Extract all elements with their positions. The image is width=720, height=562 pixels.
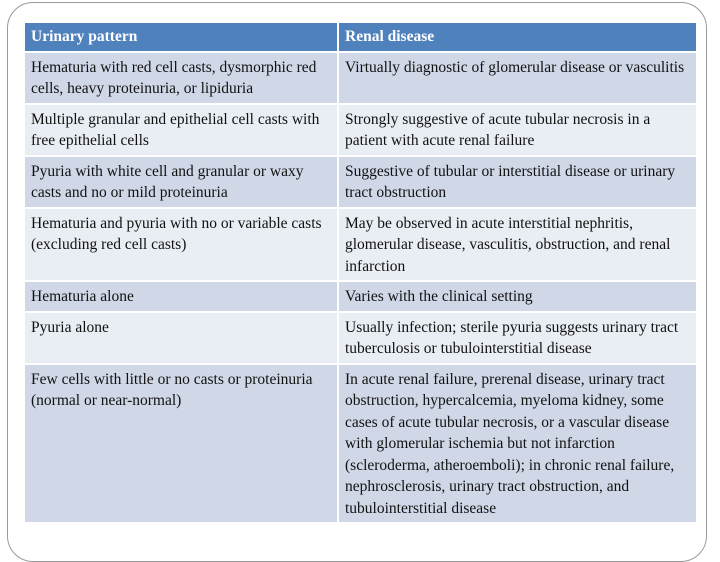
cell-renal-disease: May be observed in acute interstitial nephritis, glomerular disease, vasculitis, obstruction, and renal infarction [339, 209, 696, 281]
table-row [25, 282, 696, 311]
table-row [25, 157, 696, 207]
table-row [25, 313, 696, 363]
table-header-row [25, 23, 696, 51]
table-row [25, 365, 696, 523]
cell-renal-disease: Strongly suggestive of acute tubular necrosis in a patient with acute renal failure [339, 105, 696, 155]
cell-renal-disease: Suggestive of tubular or interstitial disease or urinary tract obstruction [339, 157, 696, 207]
urinalysis-table [23, 21, 698, 524]
cell-urinary-pattern: Hematuria alone [25, 282, 337, 311]
cell-renal-disease: Virtually diagnostic of glomerular disease or vasculitis [339, 53, 696, 103]
cell-urinary-pattern: Hematuria and pyuria with no or variable casts (excluding red cell casts) [25, 209, 337, 281]
cell-renal-disease: Varies with the clinical setting [339, 282, 696, 311]
urinalysis-table-container [25, 23, 698, 522]
header-urinary-pattern: Urinary pattern [25, 23, 337, 51]
header-renal-disease: Renal disease [339, 23, 696, 51]
cell-urinary-pattern: Hematuria with red cell casts, dysmorphic red cells, heavy proteinuria, or lipiduria [25, 53, 337, 103]
cell-renal-disease: In acute renal failure, prerenal disease, urinary tract obstruction, hypercalcemia, myeloma kidney, some cases of acute tubular necrosis, or a vascular disease with glomerular ischemia but not infarction (scleroderma, atheroemboli); in chronic renal failure, nephrosclerosis, urinary tract obstruction, and tubulointerstitial disease [339, 365, 696, 523]
cell-renal-disease: Usually infection; sterile pyuria suggests urinary tract tuberculosis or tubulointerstitial disease [339, 313, 696, 363]
table-row [25, 105, 696, 155]
table-row [25, 53, 696, 103]
table-row [25, 209, 696, 281]
cell-urinary-pattern: Few cells with little or no casts or proteinuria (normal or near-normal) [25, 365, 337, 523]
cell-urinary-pattern: Pyuria with white cell and granular or waxy casts and no or mild proteinuria [25, 157, 337, 207]
cell-urinary-pattern: Multiple granular and epithelial cell casts with free epithelial cells [25, 105, 337, 155]
cell-urinary-pattern: Pyuria alone [25, 313, 337, 363]
